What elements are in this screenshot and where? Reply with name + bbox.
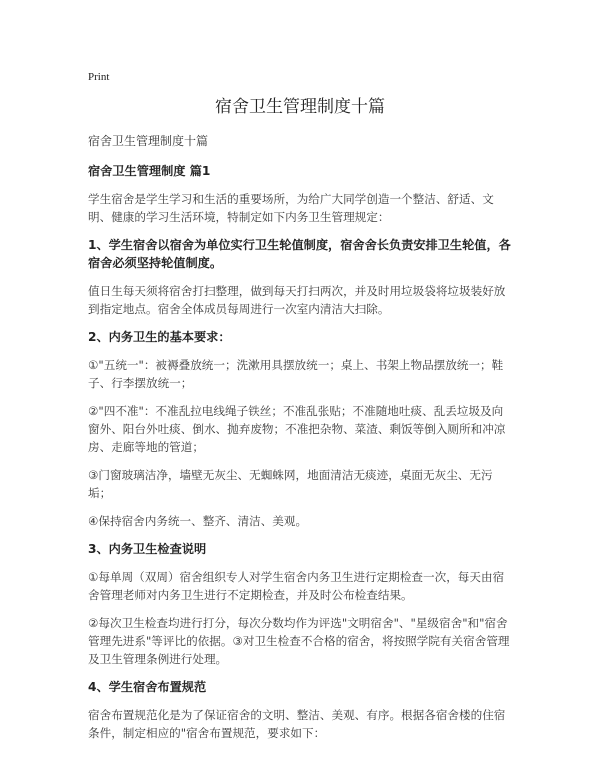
paragraph: ④保持宿舍内务统一、整齐、清洁、美观。: [88, 514, 308, 528]
section-heading: 3、内务卫生检查说明: [88, 542, 207, 556]
paragraph: ②每次卫生检查均进行打分，每次分数均作为评选"文明宿舍"、"星级宿舍"和"宿舍管理先进系"等评比的依据。③对卫生检查不合格的宿舍，将按照学院有关宿舍管理及卫生管理条例进行处理。: [88, 616, 510, 666]
section-heading: 宿舍卫生管理制度 篇1: [88, 164, 211, 178]
paragraph: ①"五统一"：被褥叠放统一；洗漱用具摆放统一；桌上、书架上物品摆放统一；鞋子、行李摆放统一；: [88, 358, 504, 390]
section-heading: 1、学生宿舍以宿舍为单位实行卫生轮值制度，宿舍舍长负责安排卫生轮值，各宿舍必须坚持轮值制度。: [88, 238, 511, 270]
paragraph: 值日生每天须将宿舍打扫整理，做到每天打扫两次，并及时用垃圾袋将垃圾装好放到指定地点。宿舍全体成员每周进行一次室内清洁大扫除。: [88, 284, 506, 316]
paragraph: ①每单周（双周）宿舍组织专人对学生宿舍内务卫生进行定期检查一次，每天由宿舍管理老师对内务卫生进行不定期检查，并及时公布检查结果。: [88, 570, 505, 602]
section-5: [88, 678, 512, 742]
print-label: Print: [88, 71, 110, 83]
document-title: 宿舍卫生管理制度十篇: [215, 97, 385, 117]
paragraph: 学生宿舍是学生学习和生活的重要场所，为给广大同学创造一个整洁、舒适、文明、健康的学习生活环境，特制定如下内务卫生管理规定：: [88, 192, 494, 224]
paragraph: ②"四不准"：不准乱拉电线绳子铁丝；不准乱张贴；不准随地吐痰、乱丢垃圾及向窗外、阳台外吐痰、倒水、抛弃废物；不准把杂物、菜渣、剩饭等倒入厕所和冲凉房、走廊等地的管道；: [88, 404, 506, 454]
section-3: [88, 328, 512, 530]
paragraph: ③门窗玻璃洁净，墙壁无灰尘、无蜘蛛网，地面清洁无痰迹，桌面无灰尘、无污垢；: [88, 468, 493, 500]
section-1: [88, 162, 512, 226]
section-heading: 2、内务卫生的基本要求：: [88, 330, 231, 344]
document-subtitle: 宿舍卫生管理制度十篇: [88, 134, 209, 148]
section-2: [88, 236, 512, 318]
section-heading: 4、学生宿舍布置规范: [88, 680, 207, 694]
section-4: [88, 540, 512, 668]
paragraph: 宿舍布置规范化是为了保证宿舍的文明、整洁、美观、有序。根据各宿舍楼的住宿条件，制定相应的"宿舍布置规范，要求如下：: [88, 708, 506, 740]
